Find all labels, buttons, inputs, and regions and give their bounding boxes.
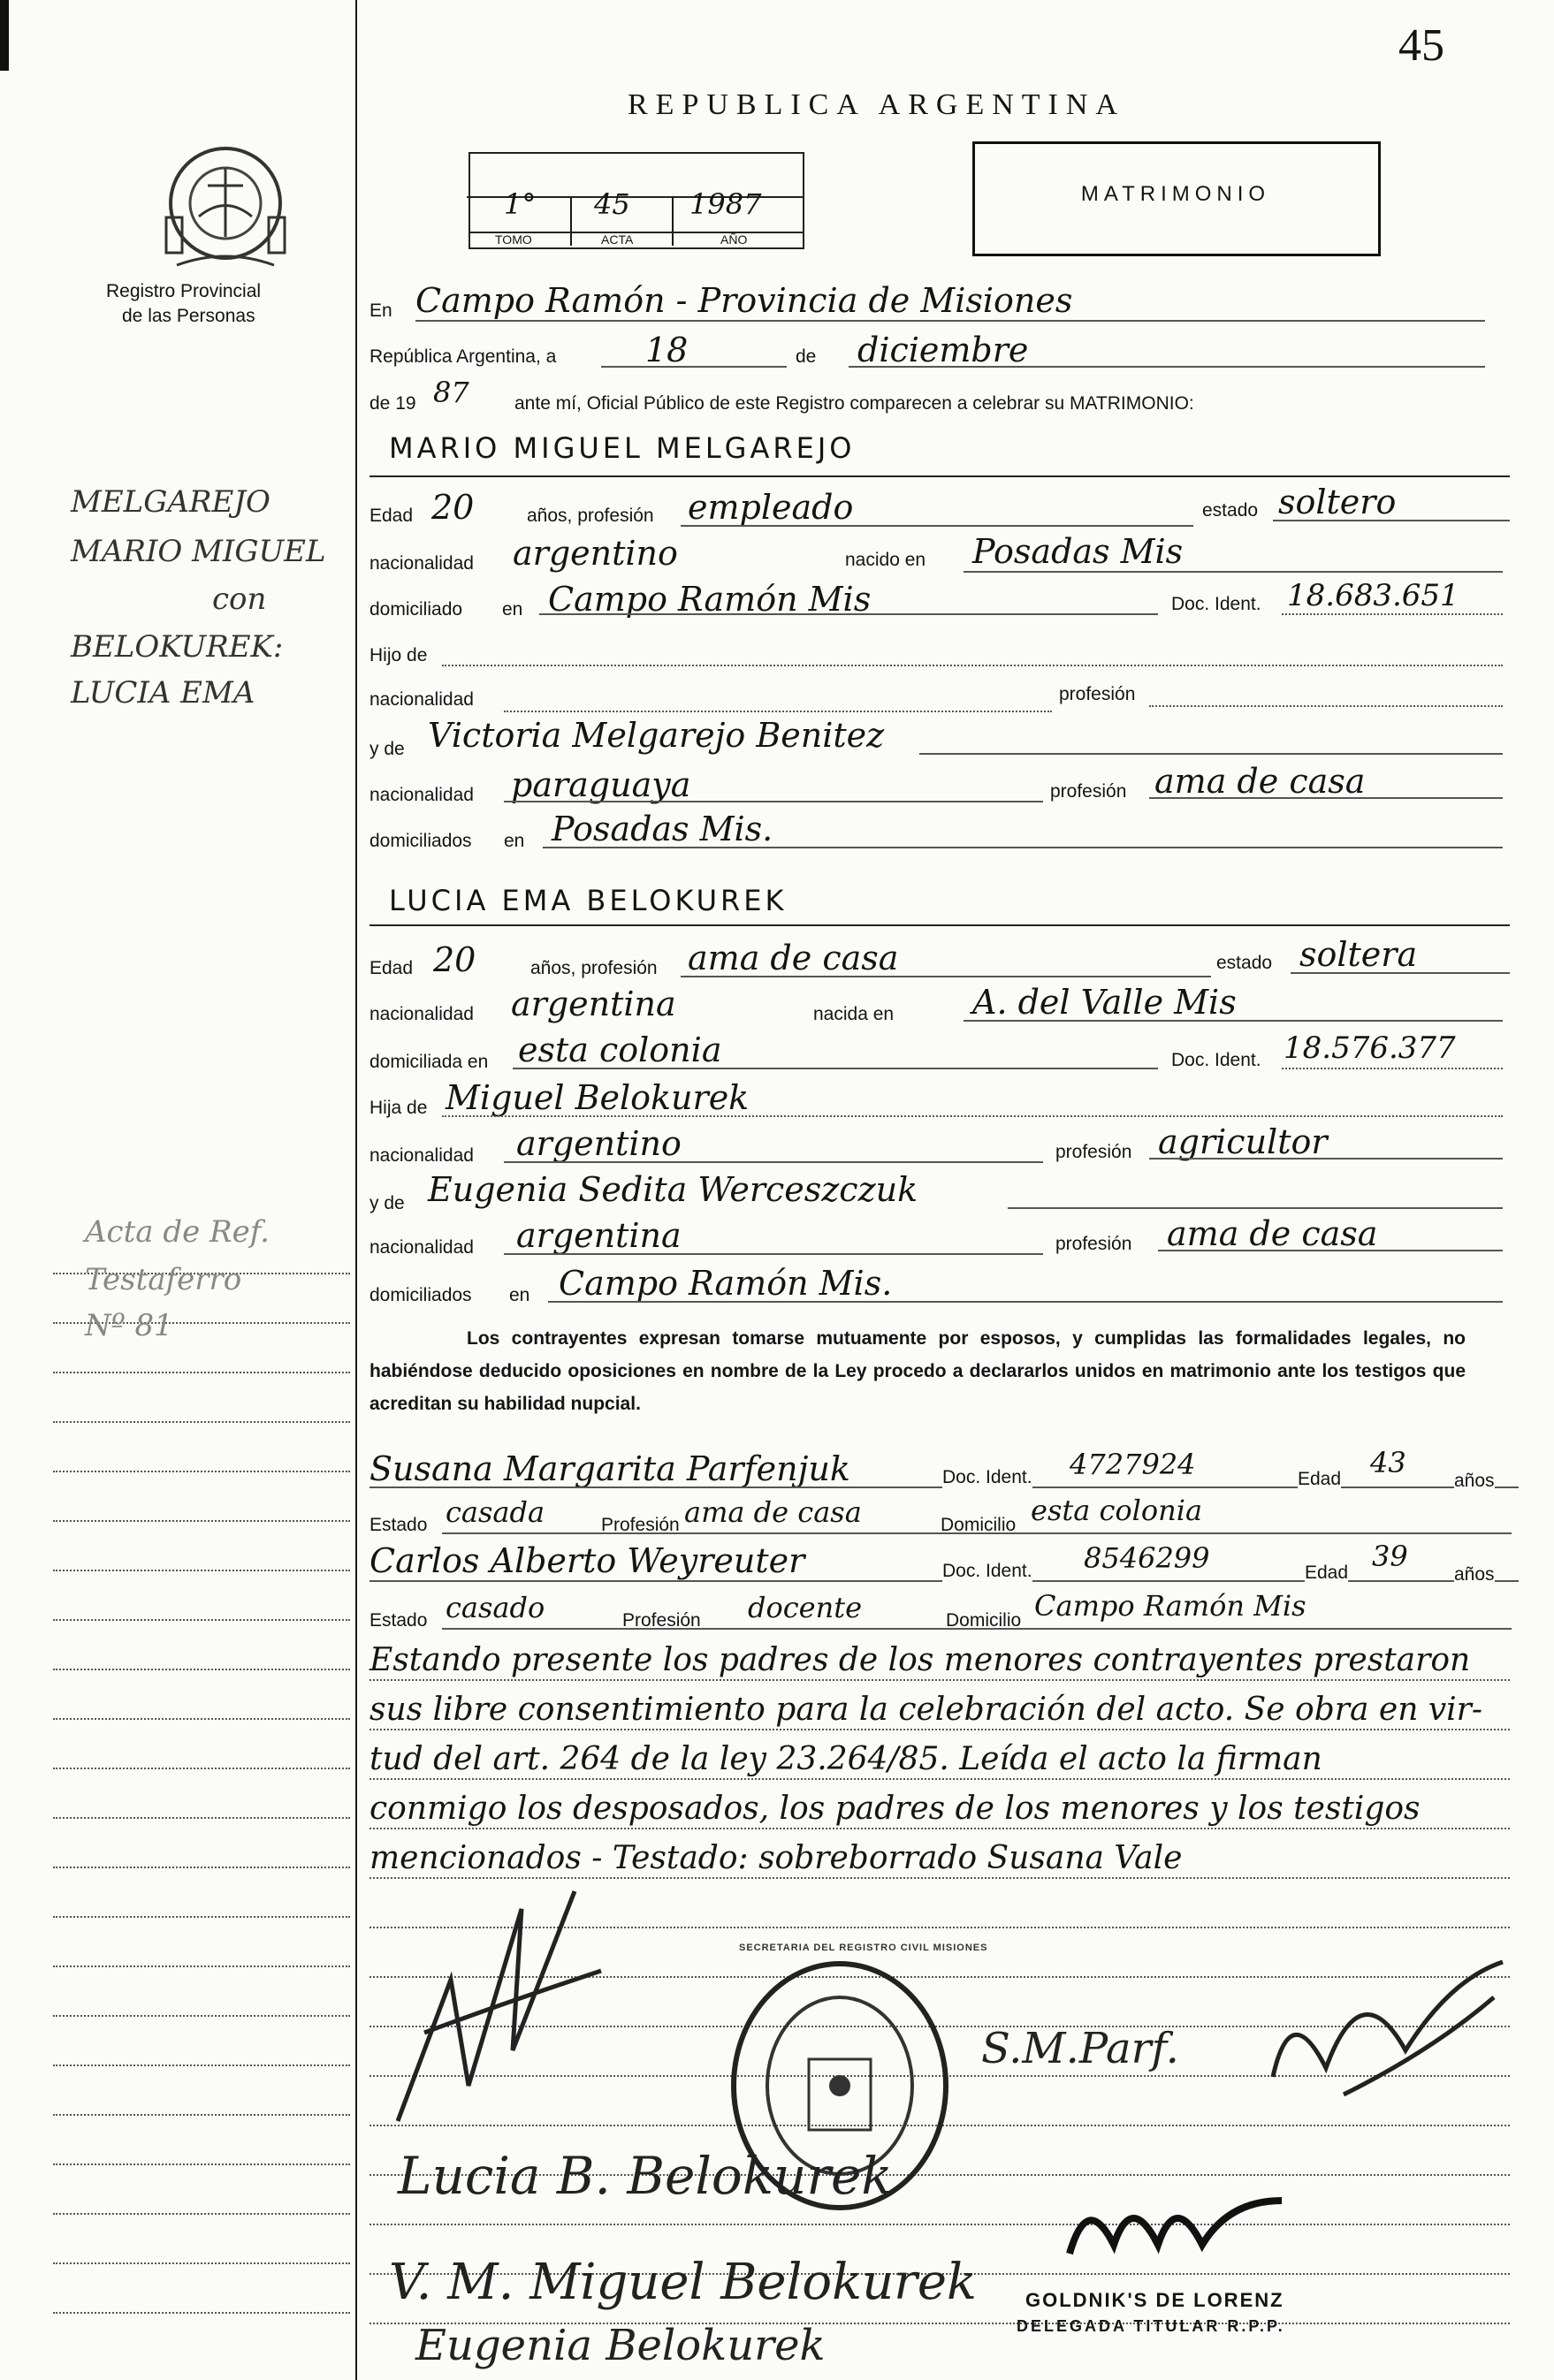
groom-yde-label: y de [369,739,405,759]
acta-label: ACTA [601,232,634,247]
ruled-line [369,1679,1510,1681]
ruled-line [53,1669,350,1670]
witness1-prof-label: Profesión [601,1515,680,1535]
ruled-line [53,2213,350,2215]
margin-note: Testaferro [85,1262,242,1297]
bride-father-prof-label: profesión [1055,1142,1132,1162]
witness1-doc: 4727924 [1070,1448,1196,1481]
witness2-edad: 39 [1372,1540,1408,1573]
intro-month: diciembre [857,331,1029,369]
intro-day: 18 [645,331,689,369]
witness2-estado-label: Estado [369,1610,428,1631]
declaration-text: Los contrayentes expresan tomarse mutuamente por esposos, y cumplidas las formalidades legales, no habiéndose deducido oposiciones en nombre de la Ley procedo a declararlos unidos en matrimonio ante los testigos que acreditan su habilidad nupcial. [369,1328,1466,1414]
witness2-doc: 8546299 [1084,1541,1210,1575]
document-type: MATRIMONIO [1080,182,1271,206]
republica-label: República Argentina, a [369,346,557,367]
witness1-anos-label: años [1454,1471,1495,1491]
groom-hijo-label: Hijo de [369,645,428,665]
bride-en-label: en [509,1285,530,1305]
witness2-doc-label: Doc. Ident. [942,1561,1032,1581]
ruled-line [369,1778,1510,1780]
witness-signature: S.M.Parf. [981,2024,1179,2073]
ruled-line [369,1729,1510,1730]
groom-anos-label: años, profesión [527,506,654,526]
groom-domiciliados: Posadas Mis. [552,810,773,848]
witness1-profesion: ama de casa [684,1495,862,1529]
ano-label: AÑO [720,232,748,247]
witness2-prof-label: Profesión [622,1610,701,1631]
groom-mother-nac: paraguaya [511,765,691,804]
witness2-estado: casado [446,1591,545,1624]
bride-domiciliados: Campo Ramón Mis. [559,1264,893,1303]
ruled-line [53,1966,350,1967]
bride-father-nac-label: nacionalidad [369,1145,474,1166]
intro-year: 87 [433,376,469,409]
country-title: REPUBLICA ARGENTINA [628,88,1125,121]
witness2-anos-label: años [1454,1564,1495,1585]
ruled-line [53,1570,350,1571]
groom-nacido-label: nacido en [845,550,926,570]
bride-domiciliados-label: domiciliados [369,1285,472,1305]
bride-edad: 20 [433,940,476,979]
groom-domicilio: Campo Ramón Mis [548,580,872,619]
bride-yde-label: y de [369,1193,405,1213]
bride-edad-label: Edad [369,958,414,978]
ruled-line [53,1718,350,1720]
groom-estado: soltero [1278,483,1397,521]
margin-note: LUCIA EMA [71,675,255,711]
bride-doc: 18.576.377 [1284,1030,1456,1066]
ruled-line [53,2163,350,2165]
provincial-seal-icon [150,133,301,274]
groom-nac-label: nacionalidad [369,553,474,574]
groom-domiciliados-label: domiciliados [369,831,472,851]
groom-father-prof-label: profesión [1059,684,1136,704]
witness2-domicilio: Campo Ramón Mis [1034,1589,1306,1623]
groom-edad-label: Edad [369,506,414,526]
groom-mother-nac-label: nacionalidad [369,785,474,805]
registry-line2: de las Personas [122,306,255,326]
ruled-line [53,1867,350,1868]
bride-hija-label: Hija de [369,1098,428,1118]
ruled-line [53,1471,350,1472]
margin-divider [355,0,357,2380]
bride-anos-label: años, profesión [530,958,658,978]
de-label: de [796,346,817,367]
ruled-line [53,2312,350,2314]
ruled-line [369,2224,1510,2225]
bride-nacionalidad: argentina [511,985,676,1023]
official-seal-text: SECRETARIA DEL REGISTRO CIVIL MISIONES [739,1943,988,1953]
ruled-line [53,1817,350,1819]
witness1-dom-label: Domicilio [941,1515,1017,1535]
intro-place: Campo Ramón - Provincia de Misiones [415,281,1073,320]
observation-line: sus libre consentimiento para la celebración del acto. Se obra en vir- [369,1692,1483,1728]
ante-text: ante mí, Oficial Público de este Registro comparecen a celebrar su MATRIMONIO: [514,393,1194,414]
ruled-line [53,2015,350,2017]
groom-profesion: empleado [688,488,854,527]
witness1-name: Susana Margarita Parfenjuk [369,1449,850,1488]
margin-note: Acta de Ref. [85,1214,270,1250]
witness1-edad-label: Edad [1298,1469,1342,1489]
ruled-line [53,2064,350,2066]
witness2-name: Carlos Alberto Weyreuter [369,1541,805,1580]
margin-note: BELOKUREK: [71,629,284,665]
bride-nacida-label: nacida en [813,1004,895,1024]
witness1-estado-label: Estado [369,1515,428,1535]
bride-estado: soltera [1299,935,1418,974]
ano-value: 1987 [689,187,762,221]
observation-line: mencionados - Testado: sobreborrado Susana Vale [369,1840,1183,1876]
margin-note: MELGAREJO [71,484,270,520]
ruled-line [53,2114,350,2116]
scan-edge [0,0,9,71]
ruled-line [53,1520,350,1522]
acta-value: 45 [594,187,630,221]
ruled-line [53,2262,350,2264]
groom-en-label: en [502,599,523,620]
observation-line: tud del art. 264 de la ley 23.264/85. Leída el acto la firman [369,1741,1322,1777]
bride-father: Miguel Belokurek [446,1078,750,1117]
bride-mother-nac: argentina [516,1216,682,1255]
margin-note: MARIO MIGUEL [71,534,326,569]
mother-signature: Eugenia Belokurek [415,2321,826,2370]
witness2-edad-label: Edad [1305,1563,1349,1583]
year-prefix: de 19 [369,393,416,414]
signature-scribble-3 [1061,2174,1291,2271]
witness1-edad: 43 [1370,1446,1406,1479]
bride-mother-prof: ama de casa [1167,1214,1378,1253]
ruled-line [53,1768,350,1769]
bride-mother-nac-label: nacionalidad [369,1237,474,1258]
bride-mother: Eugenia Sedita Werceszczuk [428,1170,918,1209]
bride-nacida: A. del Valle Mis [972,983,1237,1022]
groom-doc-label: Doc. Ident. [1171,594,1261,614]
father-signature: V. M. Miguel Belokurek [389,2254,977,2311]
witness2-profesion: docente [748,1591,863,1624]
bride-estado-label: estado [1216,953,1273,973]
groom-nacido: Posadas Mis [972,532,1184,571]
observation-line: conmigo los desposados, los padres de los menores y los testigos [369,1791,1421,1827]
bride-domicilio: esta colonia [518,1030,722,1069]
tomo-value: 1° [504,187,537,221]
ruled-line [53,1916,350,1918]
official-stamp-line2: DELEGADA TITULAR R.P.P. [1017,2317,1285,2335]
groom-estado-label: estado [1202,500,1259,521]
official-stamp-line1: GOLDNIK'S DE LORENZ [1025,2289,1284,2311]
bride-mother-prof-label: profesión [1055,1234,1132,1254]
bride-doc-label: Doc. Ident. [1171,1050,1261,1070]
signature-scribble-2 [1255,1944,1520,2121]
registry-line1: Registro Provincial [106,281,262,301]
bride-signature: Lucia B. Belokurek [398,2146,893,2206]
en-label: En [369,300,392,321]
bride-father-prof: agricultor [1158,1122,1328,1161]
witness1-estado: casada [446,1495,545,1529]
groom-edad: 20 [431,488,475,527]
witness1-domicilio: esta colonia [1031,1494,1203,1527]
groom-doc: 18.683.651 [1287,578,1459,613]
groom-mother: Victoria Melgarejo Benitez [428,716,885,755]
margin-note: con [212,582,267,617]
groom-mother-prof-label: profesión [1050,781,1127,802]
signature-scribble-1 [371,1874,636,2139]
witness1-doc-label: Doc. Ident. [942,1467,1032,1487]
groom-dom-label: domiciliado [369,599,463,620]
observation-line: Estando presente los padres de los menores contrayentes prestaron [369,1642,1471,1678]
groom-mother-prof: ama de casa [1154,762,1366,801]
bride-nac-label: nacionalidad [369,1004,474,1024]
margin-note: Nº 81 [85,1308,173,1343]
witness2-dom-label: Domicilio [946,1610,1022,1631]
bride-profesion: ama de casa [688,939,899,977]
bride-dom-label: domiciliada en [369,1052,489,1072]
page-number: 45 [1398,20,1444,71]
ruled-line [369,1828,1510,1829]
ruled-line [53,1619,350,1621]
groom-name: MARIO MIGUEL MELGAREJO [389,431,856,465]
bride-father-nac: argentino [516,1124,682,1163]
document-page: 45 REPUBLICA ARGENTINA Registro Provincial de las Personas 1° 45 1987 TOMO ACTA AÑO MATRIMONIO En Campo Ramón - Provincia de Misiones República Argentina, a 18 de diciembre de 19 87 ante mí, Oficial Público de este Registro comparecen a celebrar su MATRIMONIO: MARIO MIGUEL MELGAREJO Edad 20 años, profesión empleado estado soltero nacionalidad argentino nacido en Posadas Mis domiciliado en Campo Ramón Mis Doc. Ident. 18.683.651 Hijo de nacionalidad profesión y de Victoria Melgarejo Benitez nacionalidad paraguaya profesión ama de casa domiciliados en Posadas Mis. LUCIA EMA BELOKUREK Edad 20 años, profesión ama de casa estado soltera nacionalidad argentina nacida en A. del Valle Mis domiciliada en esta colonia Doc. Ident. 18.576.377 Hija de Miguel Belokurek nacionalidad argentino profesión agricultor y de Eugenia Sedita Werceszczuk nacionalidad argentina profesión ama de casa domiciliados en Campo Ramón Mis. Los contrayentes expresan tomarse mutuamente por esposos, y cumplidas las formalidades legales, no habiéndose deducido oposiciones en nombre de la Ley procedo a declararlos unidos en matrimonio ante los testigos que acreditan su habilidad nupcial. Susana Margarita Parfenjuk Doc. Ident. 4727924 Edad 43 años Estado casada Profesión ama de casa Domicilio esta colonia Carlos Alberto Weyreuter Doc. Ident. 8546299 Edad 39 años Estado casado Profesión docente Domicilio Campo Ramón Mis Estando presente los padres de los menores contrayentes prestaron sus libre consentimiento para la celebración del acto. Se obra en vir- tud del art. 264 de la ley 23.264/85. Leída el acto la firman conmigo los desposados, los padres de los menores y los testigos mencionados - Testado: sobreborrado Susana Vale MELGAREJO MARIO MIGUEL con BELOKUREK: LUCIA EMA Acta de Ref. Testaferro Nº 81 SECRETARIA DEL REGISTRO CIVIL MISIONES S.M.Parf. Lucia B. Belokurek V. M. Miguel Belokurek Eugenia Belokurek GOLDNIK'S DE LORENZ DELEGADA TITULAR R.P.P. [0,0,1554,2380]
tomo-label: TOMO [495,232,532,247]
ruled-line [53,1421,350,1423]
bride-name: LUCIA EMA BELOKUREK [389,884,788,917]
groom-nacionalidad: argentino [513,534,678,573]
groom-father-nac-label: nacionalidad [369,689,474,710]
ruled-line [53,1372,350,1373]
